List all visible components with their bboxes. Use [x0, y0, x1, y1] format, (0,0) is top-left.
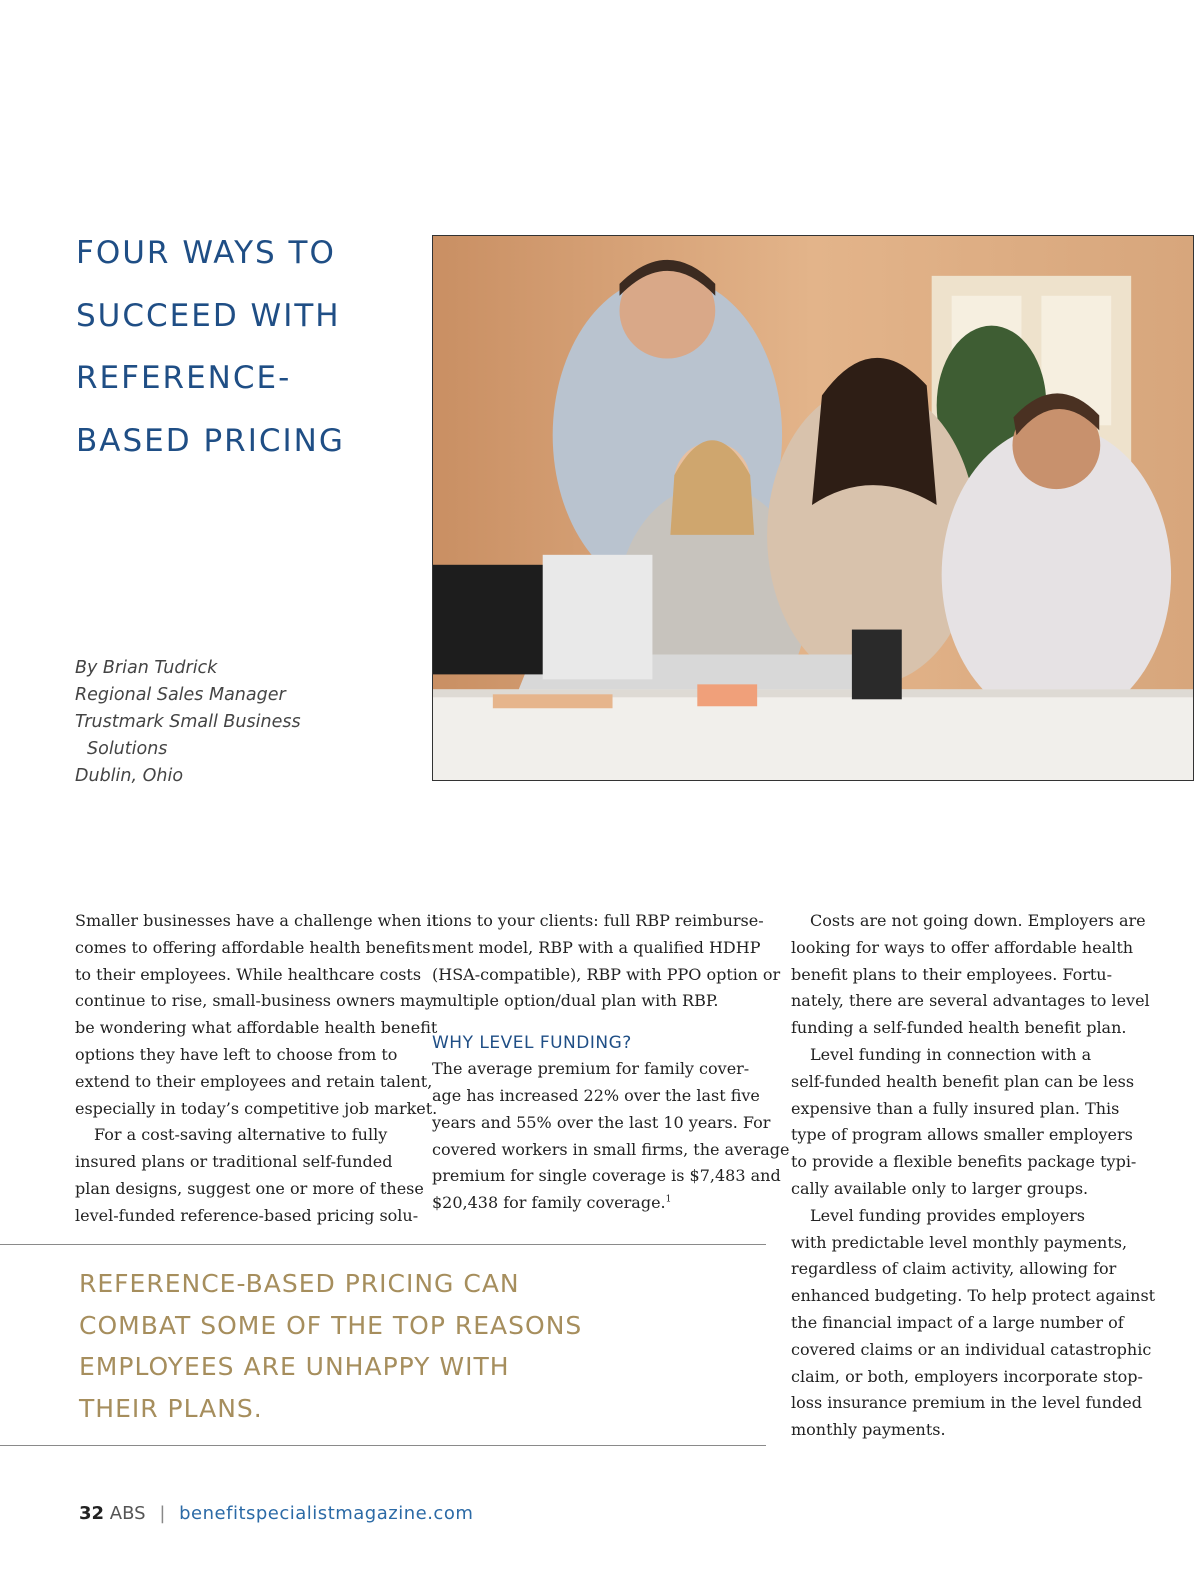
page-number: 32 [79, 1503, 105, 1524]
text-line: premium for single coverage is $7,483 and [432, 1166, 781, 1186]
byline-location: Dublin, Ohio [75, 766, 184, 786]
text-line: self-funded health benefit plan can be less [791, 1071, 1135, 1091]
byline [75, 655, 405, 790]
text-line: Level funding provides employers [810, 1205, 1086, 1225]
text-line: be wondering what affordable health benefit [75, 1018, 438, 1038]
text-line: monthly payments. [791, 1420, 946, 1440]
text-line: age has increased 22% over the last five [432, 1085, 760, 1105]
paragraph [432, 1056, 790, 1217]
text-line: loss insurance premium in the level funded [791, 1393, 1142, 1413]
text-line: multiple option/dual plan with RBP. [432, 991, 719, 1011]
text-line: insured plans or traditional self-funded [75, 1152, 393, 1172]
text-line: claim, or both, employers incorporate stop- [791, 1366, 1143, 1386]
pullquote-line: EMPLOYEES ARE UNHAPPY WITH [79, 1352, 510, 1381]
text-line: Costs are not going down. Employers are [810, 911, 1146, 930]
text-column-2 [432, 908, 790, 1217]
footnote-reference: 1 [665, 1194, 672, 1205]
byline-company: Trustmark Small Business [75, 712, 301, 732]
article-title [76, 222, 416, 472]
text-line: especially in today’s competitive job market. [75, 1098, 438, 1118]
paragraph [791, 908, 1150, 1042]
text-line: Smaller businesses have a challenge when it [75, 911, 439, 930]
text-line: plan designs, suggest one or more of these [75, 1178, 424, 1198]
article-photo [432, 235, 1194, 781]
text-line: covered workers in small firms, the average [432, 1139, 790, 1159]
pullquote-line: THEIR PLANS. [79, 1393, 263, 1423]
pullquote-line: REFERENCE-BASED PRICING CAN [79, 1269, 520, 1298]
section-heading: WHY LEVEL FUNDING? [432, 1033, 632, 1054]
text-line: enhanced budgeting. To help protect against [791, 1286, 1156, 1306]
text-line: type of program allows smaller employers [791, 1125, 1133, 1145]
text-line: ment model, RBP with a qualified HDHP [432, 937, 761, 957]
text-line: options they have left to choose from to [75, 1044, 398, 1064]
text-line: to provide a flexible benefits package typi- [791, 1152, 1137, 1172]
publication-name: ABS [109, 1503, 146, 1524]
title-line: REFERENCE- [76, 360, 292, 396]
text-line: extend to their employees and retain talent, [75, 1071, 433, 1091]
title-line: FOUR WAYS TO [76, 235, 336, 271]
text-line: (HSA-compatible), RBP with PPO option or [432, 964, 781, 984]
page-footer [79, 1503, 473, 1524]
paragraph [791, 1042, 1137, 1203]
paragraph [432, 908, 781, 1015]
text-line: For a cost-saving alternative to fully [94, 1125, 388, 1145]
text-line: years and 55% over the last 10 years. For [432, 1112, 771, 1132]
text-line: nately, there are several advantages to level [791, 991, 1150, 1011]
text-line: level-funded reference-based pricing solu- [75, 1205, 419, 1225]
text-line: cally available only to larger groups. [791, 1178, 1089, 1198]
text-column-3 [791, 908, 1156, 1444]
title-line: BASED PRICING [76, 422, 345, 459]
text-line [432, 1190, 772, 1217]
text-line: the financial impact of a large number of [791, 1312, 1124, 1332]
text-column-1 [75, 908, 439, 1230]
office-team-photo [433, 236, 1193, 780]
text-line: Level funding in connection with a [810, 1044, 1092, 1064]
pullquote-line: COMBAT SOME OF THE TOP REASONS [79, 1310, 583, 1340]
byline-company-cont: Solutions [87, 739, 168, 759]
text-line: The average premium for family cover- [432, 1059, 750, 1079]
text-line: looking for ways to offer affordable health [791, 937, 1134, 957]
text-line: covered claims or an individual catastrophic [791, 1339, 1152, 1359]
text-line: regardless of claim activity, allowing for [791, 1259, 1117, 1279]
title-line: SUCCEED WITH [76, 297, 341, 334]
paragraph [791, 1203, 1156, 1444]
text-line: comes to offering affordable health benefits [75, 937, 431, 957]
text-line: funding a self-funded health benefit plan. [791, 1018, 1127, 1038]
paragraph [75, 908, 439, 1122]
text-line: to their employees. While healthcare costs [75, 964, 422, 984]
text-line: tions to your clients: full RBP reimburse- [432, 911, 764, 930]
text-line: with predictable level monthly payments, [791, 1232, 1128, 1252]
text-line-content: $20,438 for family coverage. [432, 1193, 666, 1213]
paragraph [75, 1122, 424, 1229]
byline-author: By Brian Tudrick [75, 658, 218, 678]
text-line: expensive than a fully insured plan. This [791, 1098, 1120, 1118]
text-line: benefit plans to their employees. Fortu- [791, 964, 1113, 984]
text-line: continue to rise, small-business owners may [75, 991, 434, 1011]
website-link[interactable]: benefitspecialistmagazine.com [179, 1503, 474, 1524]
footer-separator: | [159, 1503, 166, 1524]
pullquote-top-rule [0, 1244, 766, 1245]
pullquote-bottom-rule [0, 1445, 766, 1446]
byline-title: Regional Sales Manager [75, 685, 286, 705]
pull-quote [79, 1263, 739, 1429]
